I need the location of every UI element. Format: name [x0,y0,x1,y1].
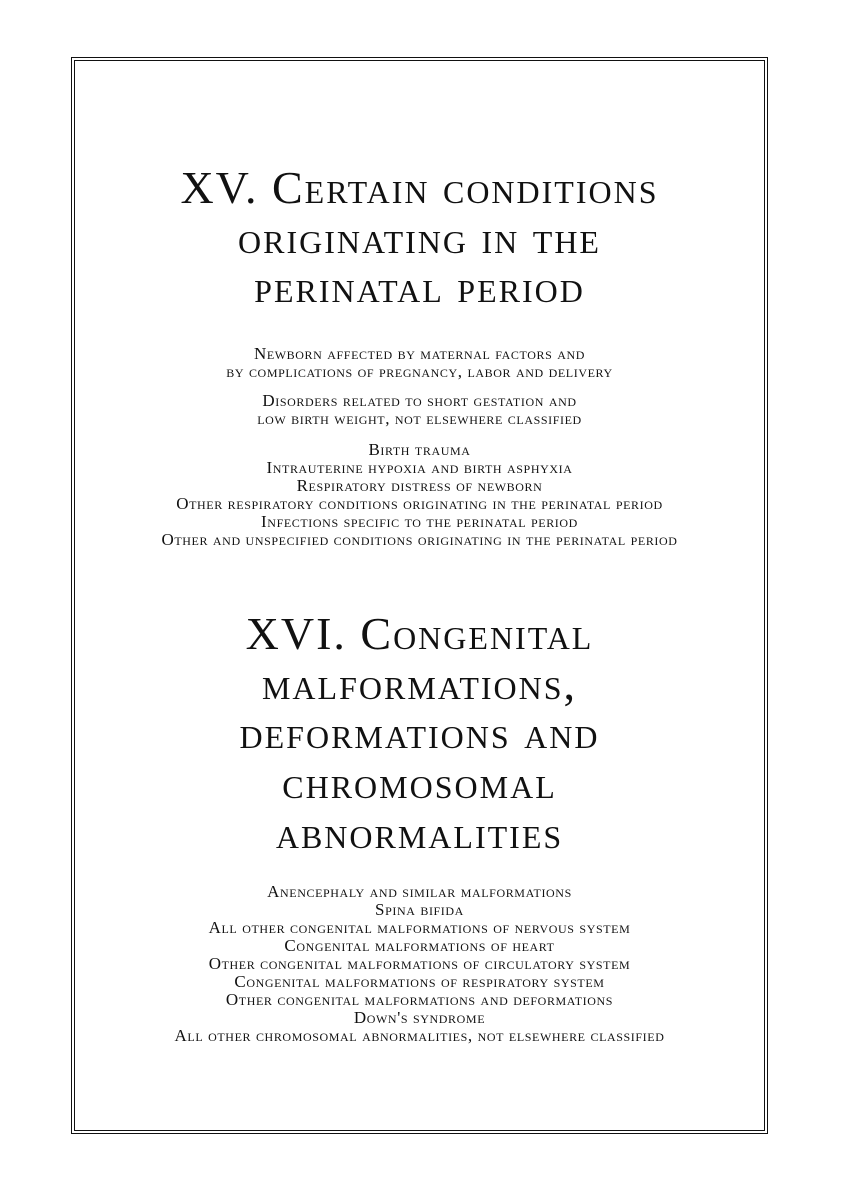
list-item: Anencephaly and similar malformations [267,882,572,901]
list-item: Infections specific to the perinatal period [261,512,578,531]
section-xv-group-c [75,441,764,549]
list-item: Down's syndrome [353,1008,486,1027]
list-item: All other congenital malformations of nervous system [208,918,631,937]
list-item: by complications of pregnancy, labor and delivery [226,362,613,381]
section-xvi-title [75,609,764,857]
list-item: Other respiratory conditions originating in the perinatal period [176,494,663,513]
list-item: Congenital malformations of respiratory system [234,972,605,991]
section-xv-title [75,163,764,312]
list-item: Intrauterine hypoxia and birth asphyxia [266,458,573,477]
section-xvi-title-line: abnormalities [275,806,564,858]
list-item: Respiratory distress of newborn [296,476,543,495]
section-xvi-title-line: chromosomal [282,757,557,809]
section-xvi-title-line: malformations, [261,657,578,709]
list-item: Birth trauma [368,440,471,459]
list-item: Spina bifida [375,900,464,919]
list-item: low birth weight, not elsewhere classified [257,409,582,428]
list-item: Other congenital malformations and deformations [225,990,614,1009]
page-content [75,61,764,1130]
list-item: Other and unspecified conditions originating in the perinatal period [161,530,678,549]
section-xvi-title-line: deformations and [239,707,600,759]
list-item: Other congenital malformations of circulatory system [208,954,631,973]
section-xv-title-line: originating in the [238,211,601,263]
list-item: Congenital malformations of heart [284,936,555,955]
section-xvi-items [75,883,764,1045]
section-xv-group-b [75,392,764,428]
list-item: All other chromosomal abnormalities, not elsewhere classified [174,1026,665,1045]
list-item: Disorders related to short gestation and [262,391,577,410]
section-xvi-title-line: XVI. Congenital [245,608,594,659]
section-xv-title-line: XV. Certain conditions [180,162,659,213]
list-item: Newborn affected by maternal factors and [253,344,586,363]
section-xv-title-line: perinatal period [254,261,585,313]
section-xv-group-a [75,345,764,381]
